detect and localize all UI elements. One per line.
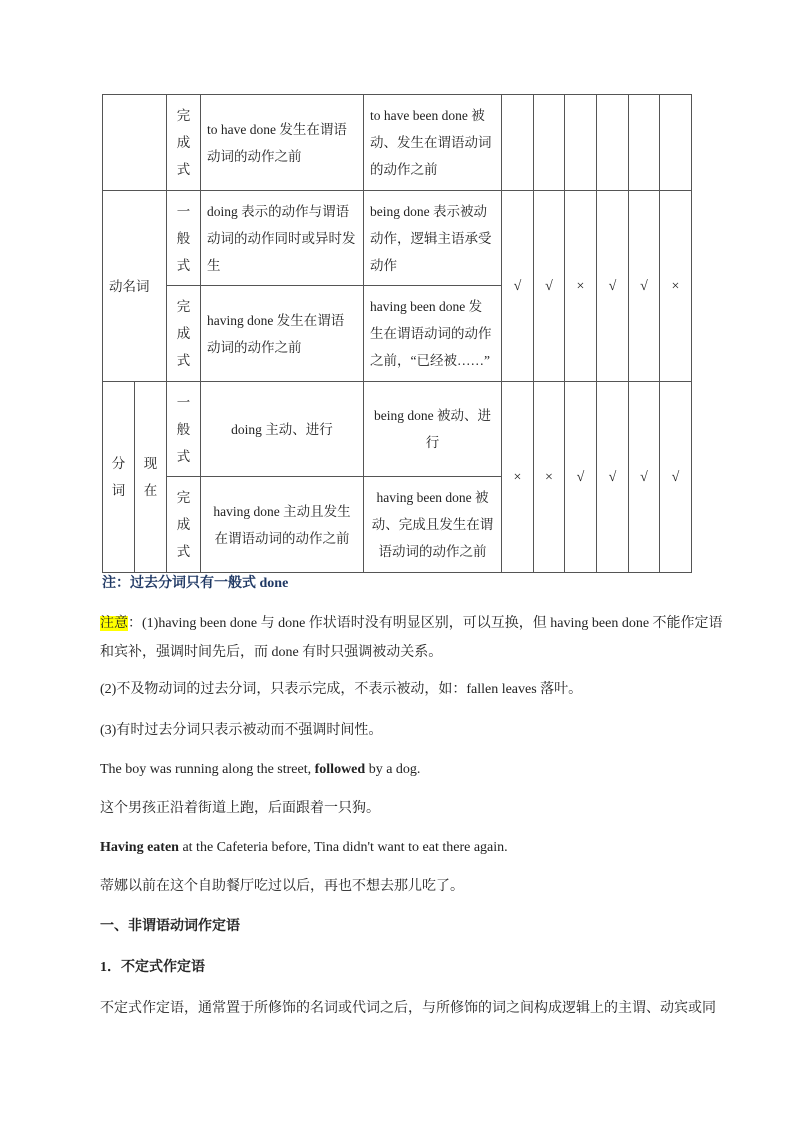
- body-paragraph: 不定式作定语，通常置于所修饰的名词或代词之后，与所修饰的词之间构成逻辑上的主谓、动宾或同: [100, 1001, 716, 1016]
- participle-label: 分词: [103, 382, 135, 573]
- mark-cell: √: [597, 382, 629, 573]
- mark-cell: [660, 95, 692, 191]
- nonfinite-forms-table: [102, 94, 692, 573]
- example-1-bold: followed: [314, 762, 366, 777]
- example-translation-1: 这个男孩正沿着街道上跑，后面跟着一只狗。: [100, 801, 380, 816]
- mark-cell: √: [534, 191, 565, 382]
- gerund-label: 动名词: [103, 191, 167, 382]
- mark-cell: √: [660, 382, 692, 573]
- active-cell: having done 发生在谓语动词的动作之前: [201, 286, 364, 382]
- mark-cell: ×: [660, 191, 692, 382]
- example-sentence-2: [100, 838, 508, 858]
- example-2-bold: Having eaten: [100, 840, 179, 855]
- table-row: [103, 191, 692, 286]
- passive-cell: being done 表示被动动作，逻辑主语承受动作: [364, 191, 502, 286]
- active-cell: to have done 发生在谓语动词的动作之前: [201, 95, 364, 191]
- passive-cell: being done 被动、进行: [364, 382, 502, 477]
- active-cell: doing 表示的动作与谓语动词的动作同时或异时发生: [201, 191, 364, 286]
- table-note: 注：过去分词只有一般式 done: [102, 576, 289, 591]
- example-1-after: by a dog.: [365, 762, 421, 777]
- mark-cell: [502, 95, 534, 191]
- form-cell: 完成式: [167, 477, 201, 573]
- active-cell: having done 主动且发生在谓语动词的动作之前: [201, 477, 364, 573]
- attention-paragraph-3: (3)有时过去分词只表示被动而不强调时间性。: [100, 723, 383, 738]
- mark-cell: √: [597, 191, 629, 382]
- mark-cell: √: [565, 382, 597, 573]
- attention-paragraph-2: (2)不及物动词的过去分词，只表示完成，不表示被动，如：fallen leaves 落叶。: [100, 682, 583, 697]
- mark-cell: [597, 95, 629, 191]
- section-heading: 一、非谓语动词作定语: [100, 919, 240, 934]
- mark-cell: ×: [565, 191, 597, 382]
- example-2-after: at the Cafeteria before, Tina didn't want to eat there again.: [178, 840, 508, 855]
- attention-paragraph-1: [100, 609, 726, 667]
- mark-cell: ×: [534, 382, 565, 573]
- empty-cell: [103, 95, 167, 191]
- passive-cell: to have been done 被动、发生在谓语动词的动作之前: [364, 95, 502, 191]
- subsection-heading: 1．不定式作定语: [100, 960, 205, 975]
- table-row: [103, 382, 692, 477]
- passive-cell: having been done 被动、完成且发生在谓语动词的动作之前: [364, 477, 502, 573]
- form-cell: 完成式: [167, 286, 201, 382]
- mark-cell: [629, 95, 660, 191]
- form-cell: 一般式: [167, 191, 201, 286]
- form-cell: 完成式: [167, 95, 201, 191]
- example-1-before: The boy was running along the street,: [100, 762, 315, 777]
- attention-text-1: ：(1)having been done 与 done 作状语时没有明显区别，可以互换，但 having been done 不能作定语和宾补，强调时间先后，而 done 有时只强调被动关系。: [100, 616, 723, 660]
- example-sentence-1: [100, 760, 420, 780]
- example-translation-2: 蒂娜以前在这个自助餐厅吃过以后，再也不想去那儿吃了。: [100, 879, 464, 894]
- mark-cell: ×: [502, 382, 534, 573]
- mark-cell: √: [629, 382, 660, 573]
- active-cell: doing 主动、进行: [201, 382, 364, 477]
- table-row: [103, 95, 692, 191]
- mark-cell: [534, 95, 565, 191]
- form-cell: 一般式: [167, 382, 201, 477]
- mark-cell: [565, 95, 597, 191]
- attention-label: 注意: [100, 616, 128, 631]
- passive-cell: having been done 发生在谓语动词的动作之前，“已经被……”: [364, 286, 502, 382]
- mark-cell: √: [629, 191, 660, 382]
- mark-cell: √: [502, 191, 534, 382]
- participle-sub-label: 现在: [135, 382, 167, 573]
